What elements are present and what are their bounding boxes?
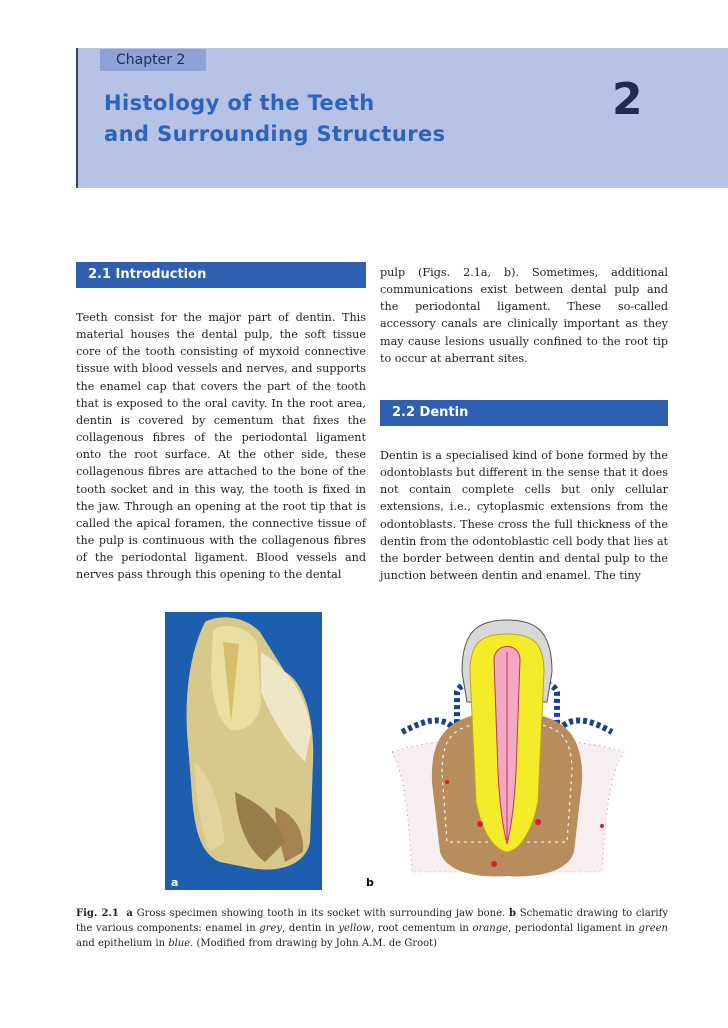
chapter-title xyxy=(104,88,446,150)
figure-caption xyxy=(76,906,668,951)
caption-text-5: and epithelium in xyxy=(76,938,169,949)
figure-a-label: a xyxy=(171,876,179,889)
section-heading-text: 2.2 Dentin xyxy=(392,405,469,420)
left-column-text: Teeth consist for the major part of dentin. This material houses the dental pulp, the soft tissue core of the tooth consisting of myxoid connective tissue with blood vessels and nerves, and supports the enamel cap that covers the part of the tooth that is exposed to the oral cavity. In the root area, dentin is covered by cementum that fixes the collagenous fibres of the periodontal ligament onto the root surface. At the other side, these collagenous fibres are attached to the bone of the tooth socket and in this way, the tooth is fixed in the jaw. Through an opening at the root tip that is called the apical foramen, the connective tissue of the pulp is continuous with the collagenous fibres of the periodontal ligament. Blood vessels and nerves pass through this opening to the dental xyxy=(76,311,366,582)
chapter-label: Chapter 2 xyxy=(116,52,186,68)
caption-b-text: Schematic drawing to clarify the various components: enamel in xyxy=(76,908,668,934)
caption-text-6: . (Modified from drawing by John A.M. de Groot) xyxy=(190,938,438,949)
caption-text-3: , root cementum in xyxy=(370,923,473,934)
caption-color-orange: orange xyxy=(472,923,509,934)
figure-a-gross-specimen xyxy=(165,612,322,890)
section-heading-dentin xyxy=(380,400,668,426)
caption-letter-a: a xyxy=(126,908,133,919)
section-heading-text: 2.1 Introduction xyxy=(88,267,207,282)
caption-letter-b: b xyxy=(508,908,516,919)
section-heading-introduction xyxy=(76,262,366,288)
gross-specimen-image xyxy=(165,612,322,890)
caption-a-text: Gross specimen showing tooth in its socket with surrounding jaw bone. xyxy=(132,908,509,919)
caption-color-blue: blue xyxy=(168,938,191,949)
caption-color-grey: grey xyxy=(259,923,283,934)
tooth-schematic xyxy=(362,612,656,890)
figure-b-schematic-drawing xyxy=(362,612,656,890)
chapter-title-line-2: and Surrounding Structures xyxy=(104,122,446,146)
right-column-top-text: pulp (Figs. 2.1a, b). Sometimes, additional communications exist between dental pulp and the periodontal ligament. These so-called accessory canals are clinically important as they may cause lesions usually confined to the root tip to occur at aberrant sites. xyxy=(380,266,668,365)
chapter-title-line-1: Histology of the Teeth xyxy=(104,91,375,115)
right-column-dentin-text: Dentin is a specialised kind of bone formed by the odontoblasts but different in the sense that it does not contain complete cells but only cellular extensions, i.e., cytoplasmic extensions from the odontoblasts. These cross the full thickness of the dentin from the odontoblastic cell body that lies at the border between dentin and dental pulp to the junction between dentin and enamel. The tiny xyxy=(380,449,668,583)
chapter-number: 2 xyxy=(612,74,643,125)
figure-b-label: b xyxy=(366,876,374,889)
caption-label: Fig. 2.1 xyxy=(76,908,119,919)
caption-text-4: , periodontal ligament in xyxy=(508,923,639,934)
caption-color-green: green xyxy=(638,923,668,934)
caption-text-2: , dentin in xyxy=(282,923,339,934)
caption-color-yellow: yellow xyxy=(338,923,371,934)
header-left-rule xyxy=(76,48,78,188)
